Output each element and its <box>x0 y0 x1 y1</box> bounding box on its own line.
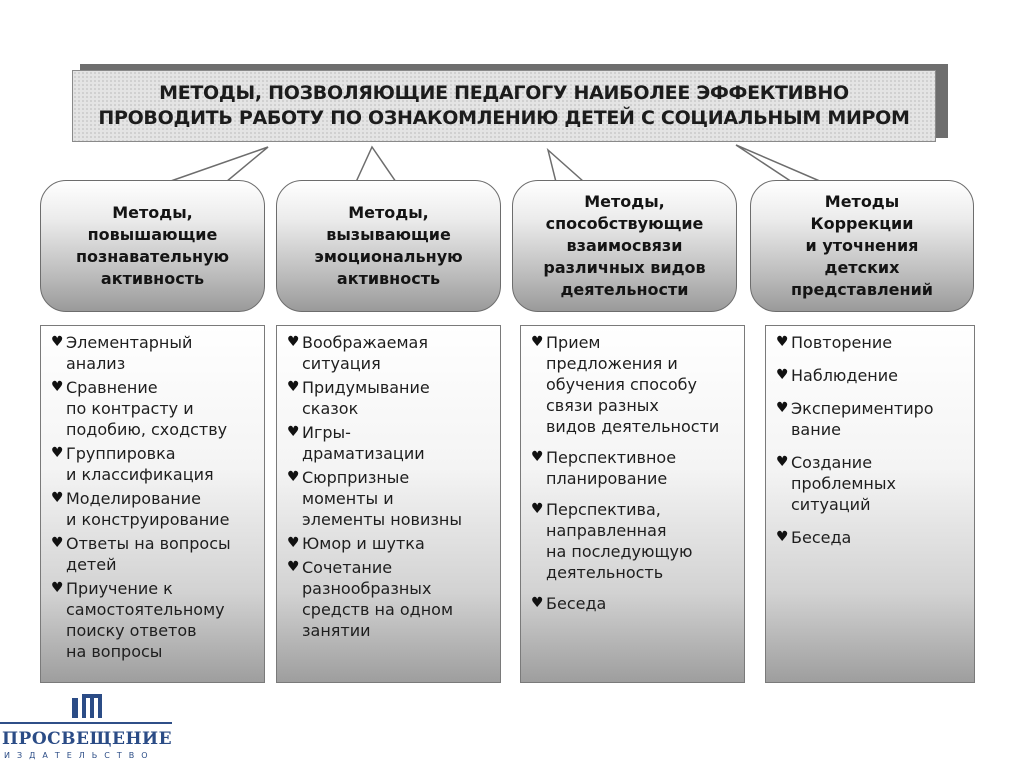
publisher-emblem-icon <box>70 692 104 720</box>
logo-divider <box>0 722 172 724</box>
heart-icon: ♥ <box>51 379 64 395</box>
method-list-1 <box>40 325 265 683</box>
method-header-4 <box>750 180 974 312</box>
heart-icon: ♥ <box>531 501 544 517</box>
heart-icon: ♥ <box>531 595 544 611</box>
heart-icon: ♥ <box>51 334 64 350</box>
heart-icon: ♥ <box>776 334 789 350</box>
method-list-2 <box>276 325 501 683</box>
list-item: ♥ Экспериментиро вание <box>776 399 934 439</box>
pointer-1 <box>168 147 268 182</box>
method-header-1 <box>40 180 265 312</box>
heart-icon: ♥ <box>287 424 300 440</box>
heart-icon: ♥ <box>51 490 64 506</box>
heart-icon: ♥ <box>287 469 300 485</box>
heart-icon: ♥ <box>51 535 64 551</box>
heart-icon: ♥ <box>531 334 544 350</box>
list-item: ♥ Наблюдение <box>776 366 899 385</box>
heart-icon: ♥ <box>776 454 789 470</box>
method-header-2-label: Методы, вызывающие эмоциональную активность <box>314 203 463 288</box>
method-list-3 <box>520 325 745 683</box>
method-header-3 <box>512 180 737 312</box>
heart-icon: ♥ <box>776 529 789 545</box>
method-header-3-label: Методы, способствующие взаимосвязи различных видов деятельности <box>543 192 706 299</box>
logo-name: ПРОСВЕЩЕНИЕ <box>2 729 173 749</box>
list-item: ♥ Создание проблемных ситуаций <box>776 453 896 514</box>
title-line-2: ПРОВОДИТЬ РАБОТУ ПО ОЗНАКОМЛЕНИЮ ДЕТЕЙ С СОЦИАЛЬНЫМ МИРОМ <box>98 107 910 129</box>
list-item: ♥ Приучение к самостоятельному поиску ответов на вопросы <box>51 579 225 661</box>
list-item: ♥ Сочетание разнообразных средств на одном занятии <box>287 558 454 640</box>
method-list-4 <box>765 325 975 683</box>
list-item: ♥ Повторение <box>776 333 893 352</box>
list-item: ♥ Придумывание сказок <box>287 378 430 418</box>
list-item: ♥ Элементарный анализ <box>51 333 193 373</box>
list-item: ♥ Прием предложения и обучения способу связи разных видов деятельности <box>531 333 720 436</box>
list-item: ♥ Сравнение по контрасту и подобию, сходству <box>51 378 228 439</box>
heart-icon: ♥ <box>51 445 64 461</box>
list-item: ♥ Воображаемая ситуация <box>287 333 428 373</box>
heart-icon: ♥ <box>51 580 64 596</box>
heart-icon: ♥ <box>531 449 544 465</box>
list-item: ♥ Ответы на вопросы детей <box>51 534 231 574</box>
method-header-1-label: Методы, повышающие познавательную активность <box>75 203 230 288</box>
list-item: ♥ Моделирование и конструирование <box>51 489 230 529</box>
pointer-2 <box>356 147 396 182</box>
publisher-logo <box>0 692 176 767</box>
method-header-4-label: Методы Коррекции и уточнения детских представлений <box>790 192 933 299</box>
list-item: ♥ Игры- драматизации <box>287 423 425 463</box>
heart-icon: ♥ <box>776 400 789 416</box>
list-item: ♥ Беседа <box>531 594 607 613</box>
heart-icon: ♥ <box>287 535 300 551</box>
list-item: ♥ Беседа <box>776 528 852 547</box>
heart-icon: ♥ <box>287 379 300 395</box>
list-item: ♥ Перспективное планирование <box>531 448 677 488</box>
list-item: ♥ Сюрпризные моменты и элементы новизны <box>287 468 462 529</box>
heart-icon: ♥ <box>287 559 300 575</box>
logo-subtitle: ИЗДАТЕЛЬСТВО <box>4 751 155 760</box>
heart-icon: ♥ <box>287 334 300 350</box>
list-item: ♥ Перспектива, направленная на последующую деятельность <box>531 500 693 582</box>
method-header-2 <box>276 180 501 312</box>
list-item: ♥ Группировка и классификация <box>51 444 214 484</box>
heart-icon: ♥ <box>776 367 789 383</box>
pointer-3 <box>548 150 584 182</box>
title-line-1: МЕТОДЫ, ПОЗВОЛЯЮЩИЕ ПЕДАГОГУ НАИБОЛЕЕ ЭФФЕКТИВНО <box>159 82 849 104</box>
list-item: ♥ Юмор и шутка <box>287 534 425 553</box>
pointer-4 <box>736 145 822 182</box>
